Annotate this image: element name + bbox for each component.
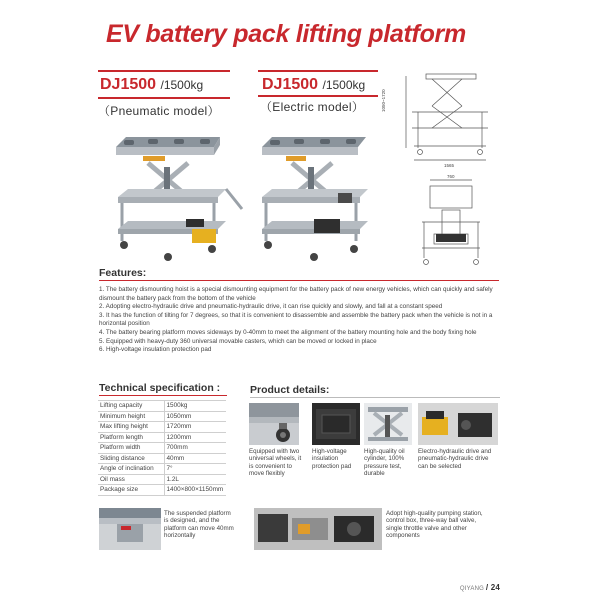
page-footer: [460, 583, 500, 592]
features-rule: [99, 280, 499, 281]
spec-value: 1050mm: [164, 411, 226, 422]
table-row: [98, 485, 226, 496]
technical-drawing-side: [392, 66, 496, 170]
spec-key: Platform length: [98, 432, 164, 443]
spec-value: 1720mm: [164, 422, 226, 433]
model-code: DJ1500: [100, 76, 157, 93]
model-mid-rule: [258, 95, 378, 97]
spec-key: Lifting capacity: [98, 401, 164, 412]
table-row: [98, 422, 226, 433]
detail-caption: Adopt high-quality pumping station, control box, three-way ball valve, single throttle valve and other components: [386, 510, 483, 539]
detail-caption: Equipped with two universal wheels, it is convenient to move flexibly: [249, 448, 302, 477]
drawing-height-dim: 1050~1720: [381, 89, 386, 112]
feature-item: 5. Equipped with heavy-duty 360 universal movable casters, which can be moved or locked in place: [99, 337, 377, 345]
feature-item: 1. The battery dismounting hoist is a special dismounting equipment for the battery pack of new energy vehicles, which can quickly and safely dismount the battery pack from the bottom of the vehicle: [99, 286, 493, 302]
electric-lift-photo: [258, 125, 378, 265]
features-list: [99, 286, 499, 355]
spec-key: Package size: [98, 485, 164, 496]
pneumatic-lift-photo: [108, 125, 248, 265]
spec-value: 40mm: [164, 453, 226, 464]
detail-caption: The suspended platform is designed, and the platform can move 40mm horizontally: [164, 510, 234, 539]
spec-table: [98, 400, 226, 496]
model-electric-header: [258, 70, 378, 120]
model-mid-rule: [98, 97, 230, 99]
table-row: [98, 453, 226, 464]
detail-photo-wheels: [249, 403, 299, 445]
model-variant: （Electric model）: [260, 100, 365, 114]
feature-item: 2. Adopting electro-hydraulic drive and pneumatic-hydraulic drive, it can rise quickly and slowly, and fall at a constant speed: [99, 303, 443, 311]
spec-value: 1.2L: [164, 474, 226, 485]
detail-caption: High-quality oil cylinder, 100% pressure test, durable: [364, 448, 405, 477]
detail-caption: Electro-hydraulic drive and pneumatic-hydraulic drive can be selected: [418, 448, 492, 470]
table-row: [98, 411, 226, 422]
spec-value: 1200mm: [164, 432, 226, 443]
spec-rule: [99, 395, 227, 396]
spec-key: Angle of inclination: [98, 464, 164, 475]
spec-key: Platform width: [98, 443, 164, 454]
detail-photo-pad: [312, 403, 360, 445]
features-heading: Features:: [99, 267, 147, 279]
model-variant: （Pneumatic model）: [98, 104, 220, 118]
detail-photo-suspended-platform: [99, 508, 161, 550]
model-load: /1500kg: [322, 78, 366, 92]
feature-item: 3. It has the function of tilting for 7 degrees, so that it is convenient to disassemble and assemble the battery pack when the vehicle is not in a horizontal position: [99, 311, 493, 328]
spec-key: Oil mass: [98, 474, 164, 485]
footer-brand: QIYANG: [459, 586, 484, 592]
spec-heading: Technical specification :: [99, 382, 221, 394]
table-row: [98, 401, 226, 412]
spec-key: Max lifting height: [98, 422, 164, 433]
feature-item: 6. High-voltage insulation protection pad: [99, 346, 212, 354]
details-rule: [250, 397, 500, 398]
spec-key: Sliding distance: [98, 453, 164, 464]
model-top-rule: [98, 70, 230, 72]
table-row: [98, 432, 226, 443]
model-load: /1500kg: [160, 78, 204, 92]
table-row: [98, 474, 226, 485]
detail-photo-cylinder: [364, 403, 412, 445]
detail-photo-drive: [418, 403, 498, 445]
page-number: / 24: [485, 583, 500, 592]
model-pneumatic-header: [98, 70, 230, 120]
table-row: [98, 443, 226, 454]
spec-value: 700mm: [164, 443, 226, 454]
spec-key: Minimum height: [98, 411, 164, 422]
spec-value: 1400×800×1150mm: [164, 485, 226, 496]
model-top-rule: [258, 70, 378, 72]
table-row: [98, 464, 226, 475]
detail-caption: High-voltage insulation protection pad: [312, 448, 352, 470]
feature-item: 4. The battery bearing platform moves sideways by 0-40mm to meet the alignment of the battery mounting hole and the body fixing hole: [99, 328, 477, 336]
details-heading: Product details:: [250, 384, 330, 396]
detail-photo-pumping-station: [254, 508, 382, 550]
drawing-length-dim: 1565: [444, 163, 455, 168]
model-code: DJ1500: [262, 76, 319, 93]
spec-value: 7°: [164, 464, 226, 475]
spec-value: 1500kg: [164, 401, 226, 412]
page-title: EV battery pack lifting platform: [106, 20, 466, 48]
technical-drawing-front: [412, 172, 490, 270]
drawing-width-dim: 760: [447, 174, 455, 179]
